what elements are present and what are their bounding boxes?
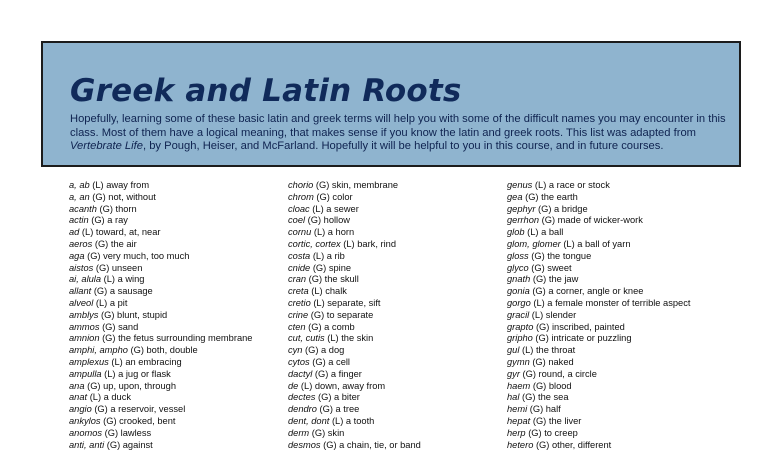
roots-column-2 xyxy=(288,180,498,451)
root-definition: (G) to separate xyxy=(308,309,374,320)
root-definition: (G) unseen xyxy=(93,262,143,273)
root-entry xyxy=(288,310,498,322)
root-definition: (L) a wing xyxy=(101,274,145,285)
root-definition: (G) a ray xyxy=(88,215,128,226)
root-definition: (G) a finger xyxy=(312,368,362,379)
root-term: a, an xyxy=(69,191,90,202)
root-definition: (G) the earth xyxy=(522,191,578,202)
root-term: derm xyxy=(288,427,310,438)
root-term: cytos xyxy=(288,356,310,367)
root-term: amphi, ampho xyxy=(69,345,128,356)
root-term: cloac xyxy=(288,203,310,214)
intro-text-end: , by Pough, Heiser, and McFarland. Hopefully it will be helpful to you in this course, and in future courses. xyxy=(142,140,664,153)
root-term: aeros xyxy=(69,238,93,249)
root-term: cut, cutis xyxy=(288,333,325,344)
root-term: ad xyxy=(69,227,80,238)
root-entry xyxy=(288,416,498,428)
root-entry xyxy=(507,251,732,263)
root-term: ampulla xyxy=(69,368,102,379)
root-entry xyxy=(507,345,732,357)
root-entry xyxy=(288,333,498,345)
root-entry xyxy=(69,345,294,357)
root-definition: (G) the sea xyxy=(519,392,569,403)
root-entry xyxy=(288,322,498,334)
root-entry xyxy=(507,286,732,298)
root-entry xyxy=(507,239,732,251)
root-term: acanth xyxy=(69,203,97,214)
root-term: amplexus xyxy=(69,356,109,367)
root-entry xyxy=(507,369,732,381)
root-term: chorio xyxy=(288,180,314,190)
root-definition: (G) round, a circle xyxy=(519,368,597,379)
root-entry xyxy=(507,440,732,451)
root-definition: (G) the tongue xyxy=(528,250,592,261)
root-entry xyxy=(507,333,732,345)
root-entry xyxy=(288,239,498,251)
root-term: allant xyxy=(69,286,92,297)
root-term: herp xyxy=(507,427,526,438)
root-entry xyxy=(288,251,498,263)
root-definition: (G) thorn xyxy=(96,203,137,214)
root-definition: (G) the skull xyxy=(306,274,359,285)
root-entry xyxy=(288,215,498,227)
root-entry xyxy=(69,310,294,322)
root-term: cran xyxy=(288,274,307,285)
root-definition: (G) the fetus surrounding membrane xyxy=(99,333,253,344)
root-definition: (G) hollow xyxy=(305,215,351,226)
root-entry xyxy=(69,416,294,428)
root-entry xyxy=(507,204,732,216)
root-term: dent, dont xyxy=(288,415,330,426)
root-term: desmos xyxy=(288,439,321,450)
root-definition: (L) a duck xyxy=(87,392,132,403)
root-term: cornu xyxy=(288,227,312,238)
root-definition: (G) to creep xyxy=(525,427,578,438)
root-definition: (G) a comb xyxy=(305,321,355,332)
root-term: hemi xyxy=(507,404,528,415)
root-term: glyco xyxy=(507,262,529,273)
root-term: ana xyxy=(69,380,85,391)
root-entry xyxy=(288,381,498,393)
root-definition: (G) color xyxy=(313,191,353,202)
root-definition: (L) a rib xyxy=(310,250,345,261)
root-term: anat xyxy=(69,392,88,403)
root-term: alveol xyxy=(69,297,94,308)
root-definition: (L) slender xyxy=(529,309,577,320)
root-term: gymn xyxy=(507,356,530,367)
root-definition: (L) a female monster of terrible aspect xyxy=(530,297,691,308)
root-definition: (L) a sewer xyxy=(309,203,359,214)
root-term: actin xyxy=(69,215,89,226)
root-entry xyxy=(288,345,498,357)
root-definition: (G) lawless xyxy=(102,427,152,438)
root-entry xyxy=(69,180,294,192)
root-entry xyxy=(507,404,732,416)
book-title: Vertebrate Life xyxy=(70,140,143,153)
root-entry xyxy=(507,274,732,286)
root-definition: (G) a cell xyxy=(309,356,350,367)
root-term: amblys xyxy=(69,309,99,320)
root-definition: (G) the air xyxy=(92,238,137,249)
root-entry xyxy=(288,392,498,404)
root-entry xyxy=(507,381,732,393)
root-entry xyxy=(288,428,498,440)
root-definition: (G) very much, too much xyxy=(84,250,190,261)
root-entry xyxy=(288,369,498,381)
root-definition: (G) not, without xyxy=(89,191,156,202)
root-entry xyxy=(507,227,732,239)
root-term: dactyl xyxy=(288,368,313,379)
root-entry xyxy=(507,392,732,404)
root-definition: (G) other, different xyxy=(533,439,612,450)
root-definition: (G) inscribed, painted xyxy=(533,321,625,332)
root-entry xyxy=(507,215,732,227)
root-definition: (G) both, double xyxy=(127,345,198,356)
root-term: gorgo xyxy=(507,297,531,308)
root-term: aistos xyxy=(69,262,94,273)
root-definition: (L) an embracing xyxy=(108,356,182,367)
root-definition: (L) a ball xyxy=(524,227,564,238)
root-term: glob xyxy=(507,227,525,238)
root-entry xyxy=(507,416,732,428)
root-definition: (G) a chain, tie, or band xyxy=(320,439,421,450)
root-term: cten xyxy=(288,321,306,332)
roots-column-3 xyxy=(507,180,732,451)
root-term: cnide xyxy=(288,262,311,273)
root-term: ankylos xyxy=(69,415,101,426)
root-term: anomos xyxy=(69,427,103,438)
root-term: gloss xyxy=(507,250,529,261)
root-term: amnion xyxy=(69,333,100,344)
root-definition: (L) a jug or flask xyxy=(101,368,171,379)
root-definition: (L) a pit xyxy=(93,297,128,308)
root-definition: (G) intricate or puzzling xyxy=(532,333,632,344)
root-term: hetero xyxy=(507,439,534,450)
root-entry xyxy=(69,227,294,239)
root-entry xyxy=(69,381,294,393)
root-term: gonia xyxy=(507,286,530,297)
root-entry xyxy=(69,333,294,345)
root-entry xyxy=(69,274,294,286)
root-definition: (G) a sausage xyxy=(91,286,153,297)
root-entry xyxy=(69,239,294,251)
intro-text-start: Hopefully, learning some of these basic latin and greek terms will help you with some of the difficult names you may encounter in this class. Most of them have a logical meaning, that makes sense if you know the latin and greek roots. This list was adapted from xyxy=(70,113,726,139)
root-term: gul xyxy=(507,345,520,356)
root-entry xyxy=(288,192,498,204)
root-entry xyxy=(69,392,294,404)
root-term: chrom xyxy=(288,191,314,202)
root-term: angio xyxy=(69,404,92,415)
root-definition: (G) a dog xyxy=(302,345,345,356)
root-entry xyxy=(69,440,294,451)
root-definition: (G) blunt, stupid xyxy=(98,309,168,320)
root-definition: (L) down, away from xyxy=(298,380,386,391)
root-entry xyxy=(507,310,732,322)
root-term: dectes xyxy=(288,392,316,403)
root-definition: (L) chalk xyxy=(308,286,347,297)
root-definition: (G) the liver xyxy=(530,415,582,426)
root-term: gerrhon xyxy=(507,215,540,226)
root-definition: (L) toward, at, near xyxy=(79,227,161,238)
root-definition: (G) a bridge xyxy=(535,203,588,214)
root-term: coel xyxy=(288,215,306,226)
root-entry xyxy=(288,404,498,416)
root-entry xyxy=(69,251,294,263)
root-term: genus xyxy=(507,180,533,190)
root-definition: (L) a race or stock xyxy=(532,180,610,190)
header-banner xyxy=(41,41,741,167)
root-term: gripho xyxy=(507,333,533,344)
root-entry xyxy=(288,274,498,286)
root-entry xyxy=(507,428,732,440)
root-definition: (G) up, upon, through xyxy=(84,380,176,391)
root-definition: (G) half xyxy=(527,404,561,415)
root-definition: (G) sand xyxy=(99,321,139,332)
root-term: haem xyxy=(507,380,531,391)
root-entry xyxy=(69,215,294,227)
root-definition: (G) a reservoir, vessel xyxy=(91,404,186,415)
root-term: gephyr xyxy=(507,203,536,214)
root-definition: (G) made of wicker-work xyxy=(539,215,643,226)
root-entry xyxy=(288,180,498,192)
root-definition: (G) crooked, bent xyxy=(100,415,176,426)
root-entry xyxy=(69,404,294,416)
root-term: glom, glomer xyxy=(507,238,561,249)
root-entry xyxy=(507,298,732,310)
page-title: Greek and Latin Roots xyxy=(70,73,462,109)
root-entry xyxy=(507,357,732,369)
root-definition: (L) the skin xyxy=(324,333,374,344)
root-term: cortic, cortex xyxy=(288,238,341,249)
root-definition: (G) a corner, angle or knee xyxy=(529,286,644,297)
root-definition: (L) a ball of yarn xyxy=(560,238,631,249)
root-term: gnath xyxy=(507,274,531,285)
root-entry xyxy=(288,227,498,239)
root-definition: (G) skin xyxy=(309,427,345,438)
root-definition: (G) a biter xyxy=(315,392,360,403)
root-entry xyxy=(288,286,498,298)
root-definition: (L) the throat xyxy=(519,345,576,356)
root-definition: (L) separate, sift xyxy=(310,297,381,308)
root-term: hepat xyxy=(507,415,531,426)
root-entry xyxy=(69,286,294,298)
root-definition: (G) blood xyxy=(530,380,572,391)
root-entry xyxy=(288,440,498,451)
root-definition: (G) against xyxy=(104,439,153,450)
root-entry xyxy=(69,204,294,216)
root-term: crine xyxy=(288,309,309,320)
root-entry xyxy=(288,357,498,369)
root-entry xyxy=(507,192,732,204)
root-entry xyxy=(69,322,294,334)
root-definition: (G) skin, membrane xyxy=(313,180,399,190)
root-term: cyn xyxy=(288,345,303,356)
root-term: creta xyxy=(288,286,309,297)
root-entry xyxy=(69,192,294,204)
root-definition: (G) naked xyxy=(529,356,574,367)
roots-column-1 xyxy=(69,180,294,451)
root-term: gea xyxy=(507,191,523,202)
root-entry xyxy=(507,263,732,275)
root-term: gyr xyxy=(507,368,520,379)
root-term: hal xyxy=(507,392,520,403)
root-definition: (L) a horn xyxy=(311,227,355,238)
root-entry xyxy=(507,180,732,192)
root-entry xyxy=(69,298,294,310)
root-term: grapto xyxy=(507,321,534,332)
root-definition: (G) sweet xyxy=(528,262,572,273)
root-definition: (L) bark, rind xyxy=(340,238,396,249)
root-term: cretio xyxy=(288,297,311,308)
root-term: de xyxy=(288,380,299,391)
root-term: ammos xyxy=(69,321,100,332)
root-term: a, ab xyxy=(69,180,90,190)
root-entry xyxy=(507,322,732,334)
root-entry xyxy=(288,204,498,216)
root-term: dendro xyxy=(288,404,317,415)
root-term: costa xyxy=(288,250,311,261)
root-definition: (L) away from xyxy=(89,180,150,190)
root-entry xyxy=(69,263,294,275)
root-definition: (L) a tooth xyxy=(329,415,375,426)
root-definition: (G) a tree xyxy=(316,404,360,415)
root-term: gracil xyxy=(507,309,530,320)
root-entry xyxy=(288,263,498,275)
root-entry xyxy=(288,298,498,310)
root-entry xyxy=(69,357,294,369)
root-definition: (G) spine xyxy=(310,262,352,273)
root-term: anti, anti xyxy=(69,439,105,450)
root-term: aga xyxy=(69,250,85,261)
root-definition: (G) the jaw xyxy=(530,274,579,285)
root-entry xyxy=(69,369,294,381)
root-entry xyxy=(69,428,294,440)
root-term: ai, alula xyxy=(69,274,102,285)
intro-paragraph xyxy=(70,113,730,154)
